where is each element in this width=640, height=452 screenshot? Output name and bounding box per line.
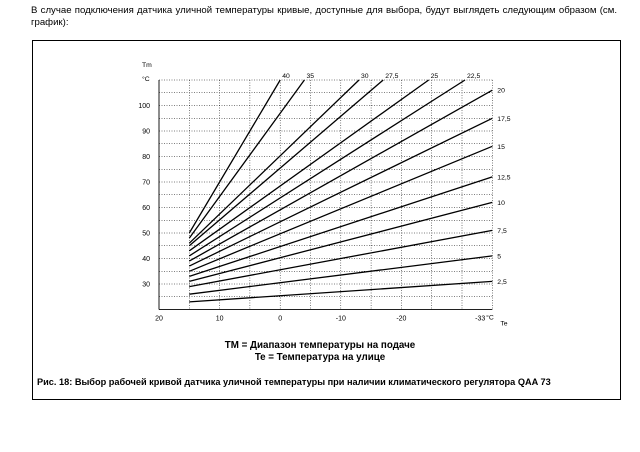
- y-axis-label: Tm: [142, 62, 152, 69]
- curve-label: 20: [497, 87, 505, 95]
- curve-22-5: [189, 80, 465, 256]
- curve-label: 27,5: [385, 73, 399, 80]
- curve-label: 22,5: [467, 73, 481, 80]
- legend-tm: TM = Диапазон температуры на подаче: [224, 340, 416, 351]
- y-tick-label: 50: [142, 230, 150, 238]
- y-tick-label: 100: [138, 103, 150, 110]
- curve-label: 5: [497, 253, 502, 261]
- x-tick-label: 20: [155, 315, 163, 323]
- curve-label: 2,5: [497, 278, 507, 286]
- y-tick-label: 90: [142, 128, 150, 136]
- curve-label: 25: [430, 73, 439, 80]
- curve-label: 17,5: [497, 115, 511, 123]
- legend-te: Te = Температура на улице: [254, 352, 386, 363]
- curve-30: [189, 80, 359, 243]
- x-tick-label: -10: [335, 315, 346, 323]
- curve-35: [189, 80, 304, 238]
- curve-label: 40: [282, 73, 290, 80]
- chart-grid: [159, 80, 492, 310]
- x-tick-label: -33: [475, 315, 486, 323]
- curve-label: 7,5: [497, 227, 507, 235]
- curve-label: 10: [497, 199, 505, 207]
- y-tick-label: 70: [142, 179, 150, 187]
- y-axis-unit: °C: [142, 76, 150, 83]
- y-tick-label: 80: [142, 154, 150, 161]
- y-tick-label: 40: [142, 256, 150, 263]
- x-tick-label: 10: [215, 315, 224, 323]
- curve-label: 30: [360, 73, 369, 80]
- curve-label: 12,5: [497, 174, 511, 182]
- curve-2-5: [189, 281, 492, 302]
- x-axis-label: Te: [500, 320, 508, 328]
- x-tick-label: -20: [396, 315, 407, 323]
- y-tick-label: 60: [142, 205, 150, 212]
- figure-caption: Рис. 18: Выбор рабочей кривой датчика уличной температуры при наличии климатического регулятора QAA 73: [37, 377, 551, 387]
- x-axis-unit: °C: [486, 314, 494, 322]
- curve-label: 15: [497, 143, 505, 151]
- intro-paragraph: В случае подключения датчика уличной температуры кривые, доступные для выбора, будут выглядеть следующим образом (см. график):: [31, 5, 617, 28]
- y-tick-label: 30: [142, 281, 150, 289]
- curve-label: 35: [306, 73, 315, 80]
- x-tick-label: 0: [278, 315, 283, 323]
- curve-10: [189, 202, 492, 281]
